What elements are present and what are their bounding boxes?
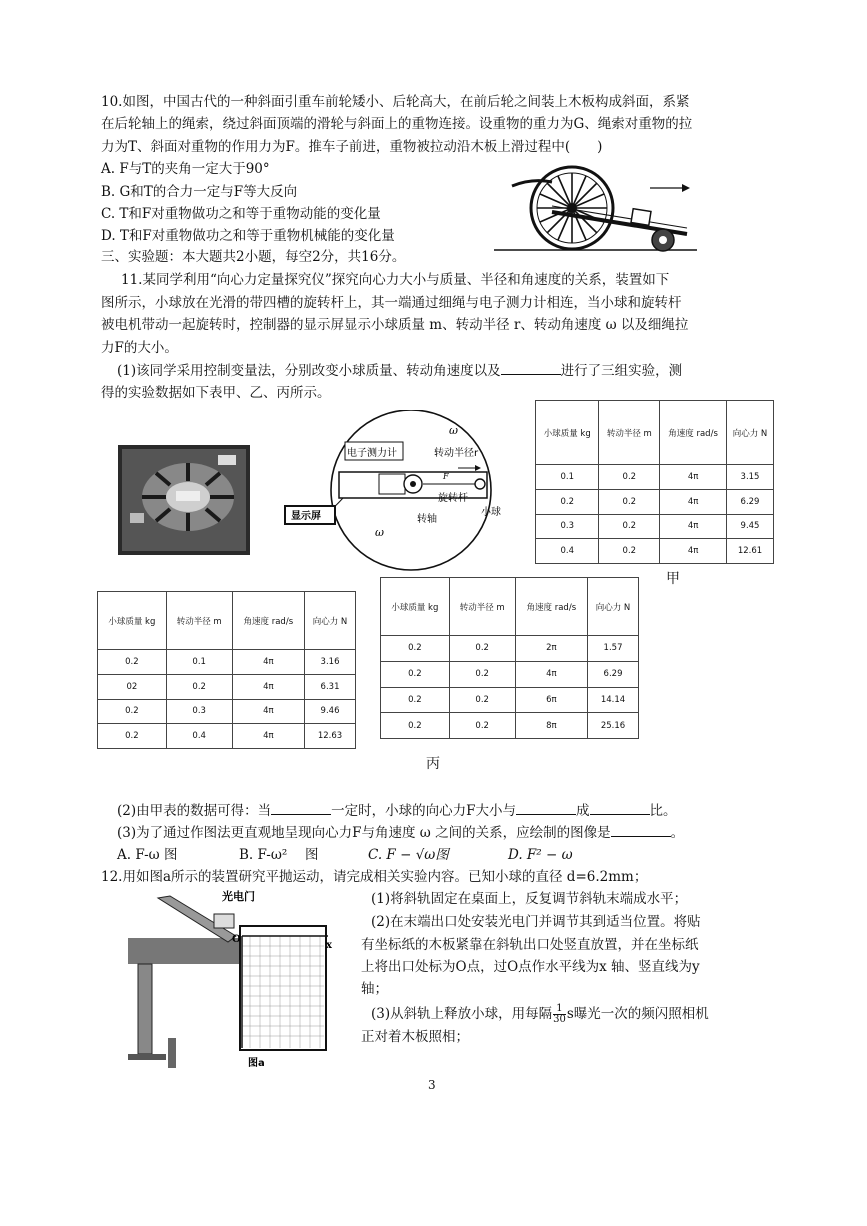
answer-blank-5[interactable] — [611, 822, 671, 837]
answer-blank-2[interactable] — [271, 800, 331, 815]
table-jia — [535, 400, 774, 564]
q12-step3-line1 — [371, 1004, 709, 1025]
table-jia-header: 转动半径 m — [599, 401, 660, 465]
schematic-radius-label: 转动半径r — [434, 448, 479, 459]
q11-part3-option-c: C. F − √ω图 — [368, 847, 449, 863]
cart-small-wheel — [652, 229, 674, 251]
table-bing-caption: 丙 — [426, 756, 440, 772]
table-cell: 1.57 — [588, 636, 639, 662]
table-cell: 0.2 — [381, 713, 450, 739]
q11-part1-line2: 得的实验数据如下表甲、乙、丙所示。 — [101, 385, 331, 401]
q11-part1-text-a: (1)该同学采用控制变量法，分别改变小球质量、转动角速度以及 — [117, 363, 501, 379]
table-cell: 4π — [660, 489, 727, 514]
table-cell: 0.2 — [381, 661, 450, 687]
table-jia-caption: 甲 — [666, 571, 680, 587]
cart-big-wheel — [531, 167, 613, 249]
q12-step2-line2: 有坐标纸的木板紧靠在斜轨出口处竖直放置，并在坐标纸 — [361, 937, 699, 953]
table-yi-header: 小球质量 kg — [98, 592, 167, 650]
schematic-axis-label: 转轴 — [417, 514, 437, 525]
table-cell: 0.1 — [166, 650, 232, 675]
q12-step2-line1: (2)在末端出口处安装光电门并调节其到适当位置。将贴 — [371, 914, 701, 930]
q11-part3-option-d: D. F² − ω — [508, 847, 573, 863]
q10-option-b: B. G和T的合力一定与F等大反向 — [101, 184, 298, 200]
q11-part1-text-b: 进行了三组实验，测 — [560, 363, 683, 379]
table-cell: 4π — [232, 724, 304, 749]
q12-step1: (1)将斜轨固定在桌面上，反复调节斜轨末端成水平； — [371, 891, 688, 907]
table-row — [536, 465, 774, 490]
table-row — [381, 636, 639, 662]
table-cell: 4π — [232, 650, 304, 675]
table-yi-header: 向心力 N — [305, 592, 356, 650]
table-cell: 0.2 — [98, 650, 167, 675]
apparatus-photo — [118, 445, 250, 555]
q11-line1: 11.某同学利用“向心力定量探究仪”探究向心力大小与质量、半径和角速度的关系，装置如下 — [121, 272, 670, 288]
table-cell: 4π — [232, 674, 304, 699]
table-cell: 0.2 — [599, 514, 660, 539]
table-cell: 0.2 — [599, 489, 660, 514]
table-jia-header: 小球质量 kg — [536, 401, 599, 465]
q10-line2: 在后轮轴上的绳索，绕过斜面顶端的滑轮与斜面上的重物连接。设重物的重力为G、绳索对重物的拉 — [101, 116, 693, 132]
fraction — [553, 1004, 566, 1025]
answer-blank-4[interactable] — [590, 800, 650, 815]
q11-line3: 被电机带动一起旋转时，控制器的显示屏显示小球质量 m、转动半径 r、转动角速度 ω 以及细绳拉 — [101, 317, 689, 333]
x-axis-label: x — [326, 940, 332, 951]
section-3-title: 三、实验题：本大题共2小题，每空2分，共16分。 — [101, 249, 406, 265]
table-cell: 0.2 — [98, 699, 167, 724]
table-cell: 9.45 — [727, 514, 774, 539]
table-row — [381, 713, 639, 739]
q11-part2-text-c: 成 — [576, 803, 590, 819]
table-cell: 12.63 — [305, 724, 356, 749]
table-bing — [380, 577, 639, 739]
omega-label-top: ω — [449, 424, 458, 437]
table-row — [381, 661, 639, 687]
table-cell: 6.29 — [588, 661, 639, 687]
q11-part1 — [117, 360, 682, 381]
q12-step3-text-a: (3)从斜轨上释放小球，用每隔 — [371, 1006, 553, 1022]
table-cell: 0.2 — [449, 687, 515, 713]
q11-part2-text-b: 一定时，小球的向心力F大小与 — [331, 803, 516, 819]
q11-part3-text-b: 。 — [670, 825, 685, 841]
table-cell: 0.2 — [449, 661, 515, 687]
answer-blank-1[interactable] — [501, 360, 561, 375]
table-cell: 2π — [515, 636, 587, 662]
q10-line3: 力为T、斜面对重物的作用力为F。推车子前进，重物被拉动沿木板上滑过程中( ) — [101, 139, 603, 155]
table-cell: 14.14 — [588, 687, 639, 713]
table-cell: 0.4 — [536, 539, 599, 564]
q11-part2-text-a: (2)由甲表的数据可得：当 — [117, 803, 272, 819]
page-number: 3 — [428, 1078, 436, 1092]
table-cell: 12.61 — [727, 539, 774, 564]
table-row — [98, 674, 356, 699]
table-cell: 6.31 — [305, 674, 356, 699]
q11-part2 — [117, 800, 677, 821]
photogate-label: 光电门 — [222, 890, 255, 903]
table-bing-header: 角速度 rad/s — [515, 578, 587, 636]
table-cell: 0.1 — [536, 465, 599, 490]
apparatus-schematic — [283, 410, 515, 582]
origin-label: O — [232, 934, 241, 945]
q10-line1: 10.如图，中国古代的一种斜面引重车前轮矮小、后轮高大，在前后轮之间装上木板构成斜面，系紧 — [101, 94, 690, 110]
table-row — [98, 650, 356, 675]
q11-line2: 图所示，小球放在光滑的带四槽的旋转杆上，其一端通过细绳与电子测力计相连，当小球和旋转杆 — [101, 295, 682, 311]
table-cell: 0.2 — [599, 465, 660, 490]
omega-label-bottom: ω — [375, 526, 384, 539]
answer-blank-3[interactable] — [516, 800, 576, 815]
table-row — [98, 724, 356, 749]
q10-option-a: A. F与T的夹角一定大于90° — [101, 161, 270, 177]
fraction-denominator: 30 — [553, 1014, 566, 1025]
table-bing-header: 向心力 N — [588, 578, 639, 636]
table-bing-header: 转动半径 m — [449, 578, 515, 636]
table-cell: 0.2 — [599, 539, 660, 564]
table-cell: 0.2 — [98, 724, 167, 749]
table-cell: 6π — [515, 687, 587, 713]
table-cell: 0.4 — [166, 724, 232, 749]
schematic-meter-label: 电子测力计 — [347, 448, 397, 459]
table-cell: 4π — [660, 539, 727, 564]
table-row — [536, 489, 774, 514]
table-cell: 4π — [660, 514, 727, 539]
schematic-rod-label: 旋转杆 — [438, 493, 468, 504]
q10-option-d: D. T和F对重物做功之和等于重物机械能的变化量 — [101, 228, 395, 244]
table-cell: 0.2 — [536, 489, 599, 514]
table-cell: 4π — [660, 465, 727, 490]
table-cell: 8π — [515, 713, 587, 739]
table-yi-header: 转动半径 m — [166, 592, 232, 650]
q11-line4: 力F的大小。 — [101, 340, 178, 356]
table-cell: 4π — [515, 661, 587, 687]
table-row — [536, 514, 774, 539]
table-cell: 0.3 — [536, 514, 599, 539]
figure-a — [128, 888, 350, 1072]
table-jia-header: 向心力 N — [727, 401, 774, 465]
fraction-numerator: 1 — [553, 1004, 566, 1015]
cart-figure — [492, 160, 702, 258]
table-cell: 02 — [98, 674, 167, 699]
q12-step3-text-b: s曝光一次的频闪照相机 — [566, 1006, 709, 1022]
table-cell: 6.29 — [727, 489, 774, 514]
table-row — [536, 539, 774, 564]
table-cell: 3.15 — [727, 465, 774, 490]
q12-step2-line4: 轴； — [361, 981, 388, 997]
q11-part3 — [117, 822, 684, 843]
table-row — [98, 699, 356, 724]
q12-step2-line3: 上将出口处标为O点，过O点作水平线为x 轴、竖直线为y — [361, 959, 700, 975]
table-cell: 0.2 — [381, 636, 450, 662]
schematic-force-label: F — [443, 472, 449, 481]
q11-part3-text-a: (3)为了通过作图法更直观地呈现向心力F与角速度 ω 之间的关系，应绘制的图像是 — [117, 825, 611, 841]
table-cell: 0.2 — [381, 687, 450, 713]
q11-part3-option-a: A. F-ω 图 — [117, 847, 178, 863]
table-yi — [97, 591, 356, 749]
table-cell: 0.2 — [449, 636, 515, 662]
figure-a-caption: 图a — [248, 1058, 265, 1069]
table-row — [381, 687, 639, 713]
table-cell: 25.16 — [588, 713, 639, 739]
q10-option-c: C. T和F对重物做功之和等于重物动能的变化量 — [101, 206, 381, 222]
table-cell: 9.46 — [305, 699, 356, 724]
table-cell: 0.3 — [166, 699, 232, 724]
q12-line1: 12.用如图a所示的装置研究平抛运动，请完成相关实验内容。已知小球的直径 d=6.2mm； — [101, 869, 648, 885]
table-cell: 0.2 — [166, 674, 232, 699]
q12-step3-line2: 正对着木板照相； — [361, 1029, 469, 1045]
table-cell: 4π — [232, 699, 304, 724]
table-cell: 3.16 — [305, 650, 356, 675]
table-yi-header: 角速度 rad/s — [232, 592, 304, 650]
q11-part3-option-b: B. F-ω² 图 — [239, 847, 319, 863]
table-cell: 0.2 — [449, 713, 515, 739]
table-bing-header: 小球质量 kg — [381, 578, 450, 636]
q11-part2-text-d: 比。 — [649, 803, 677, 819]
schematic-ball-label: 小球 — [481, 507, 501, 518]
schematic-screen-label: 显示屏 — [291, 511, 321, 522]
table-jia-header: 角速度 rad/s — [660, 401, 727, 465]
